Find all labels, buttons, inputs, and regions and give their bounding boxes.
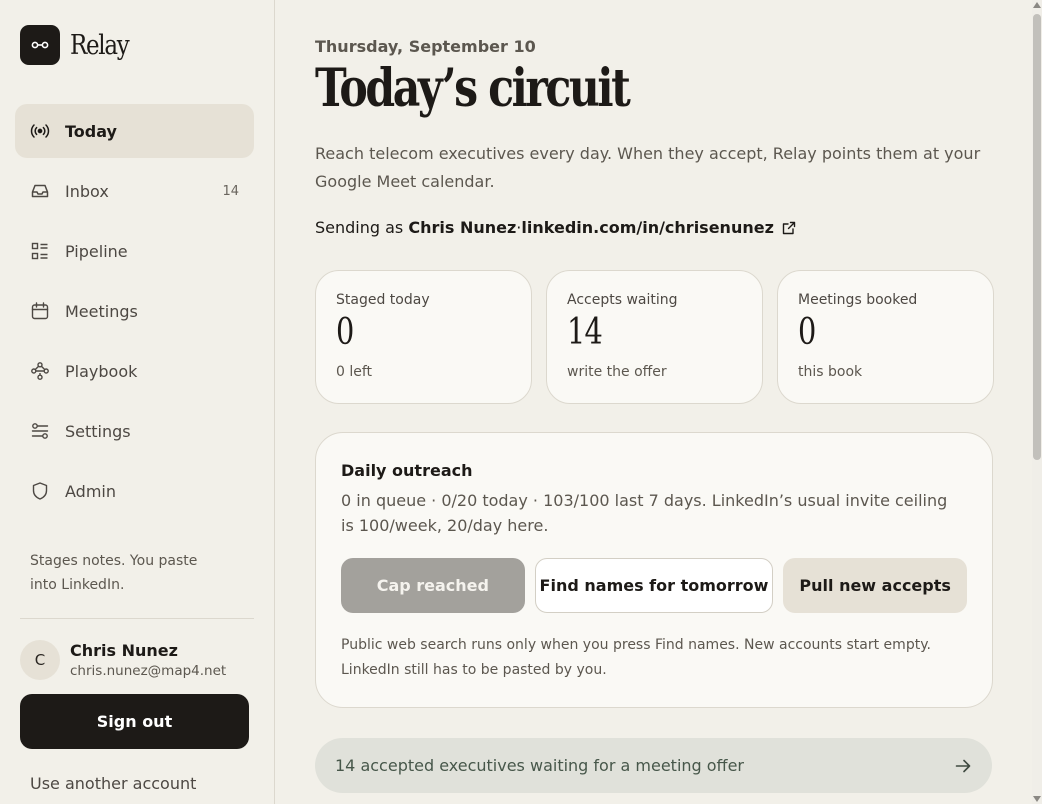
find-names-button[interactable]: Find names for tomorrow: [535, 558, 774, 613]
sidebar-item-label: Admin: [65, 481, 116, 501]
stat-card-meetings: [777, 270, 994, 404]
sending-as: [315, 218, 797, 237]
outreach-actions: [341, 558, 967, 613]
sidebar-item-label: Settings: [65, 421, 131, 441]
outreach-title: Daily outreach: [341, 461, 473, 480]
use-another-account-link[interactable]: Use another account: [30, 774, 197, 793]
pull-accepts-button[interactable]: Pull new accepts: [783, 558, 967, 613]
sidebar: [0, 0, 275, 804]
sidebar-item-today[interactable]: [15, 104, 254, 158]
stat-label: Meetings booked: [798, 292, 918, 308]
sign-out-button[interactable]: Sign out: [20, 694, 249, 749]
scroll-up-arrow-icon[interactable]: [1033, 2, 1041, 8]
outreach-description: 0 in queue · 0/20 today · 103/100 last 7 days. LinkedIn’s usual invite ceiling is 100/week, 20/day here.: [341, 491, 948, 535]
page-title: Today’s circuit: [315, 58, 629, 119]
user-email: chris.nunez@map4.net: [70, 663, 227, 679]
brand-name: Relay: [70, 29, 129, 61]
separator: ·: [516, 218, 522, 237]
inbox-icon: [30, 181, 50, 201]
sidebar-item-pipeline[interactable]: [15, 224, 254, 278]
sidebar-item-playbook[interactable]: [15, 344, 254, 398]
page-scrollbar[interactable]: [1032, 0, 1042, 804]
shield-icon: [30, 481, 50, 501]
sidebar-item-inbox[interactable]: [15, 164, 254, 218]
sidebar-item-meetings[interactable]: [15, 284, 254, 338]
calendar-icon: [30, 301, 50, 321]
outreach-note: Public web search runs only when you press Find names. New accounts start empty. LinkedIn still has to be pasted by you.: [341, 637, 931, 678]
pipeline-icon: [30, 241, 50, 261]
sidebar-item-admin[interactable]: [15, 464, 254, 518]
stat-value: 0: [336, 312, 354, 353]
stat-sub: this book: [798, 364, 863, 380]
inbox-count-badge: 14: [222, 183, 239, 199]
external-link-icon[interactable]: [781, 220, 797, 236]
stat-card-staged: [315, 270, 532, 404]
cap-reached-button[interactable]: Cap reached: [341, 558, 525, 613]
sending-prefix: Sending as: [315, 218, 404, 237]
link-icon: [20, 25, 60, 65]
sidebar-item-label: Today: [65, 121, 117, 141]
user-card: [20, 640, 226, 680]
workflow-icon: [30, 361, 50, 381]
sidebar-item-label: Pipeline: [65, 241, 128, 261]
page-subtitle: Reach telecom executives every day. When they accept, Relay points them at your Google Meet calendar.: [315, 144, 981, 191]
user-name: Chris Nunez: [70, 641, 178, 660]
sidebar-divider: [20, 618, 254, 619]
stat-label: Staged today: [336, 292, 430, 308]
scroll-thumb[interactable]: [1033, 14, 1041, 460]
stat-value: 0: [798, 312, 816, 353]
sidebar-note: Stages notes. You paste into LinkedIn.: [30, 553, 198, 593]
stat-value: 14: [567, 312, 603, 353]
scroll-down-arrow-icon[interactable]: [1033, 796, 1041, 802]
sidebar-item-settings[interactable]: [15, 404, 254, 458]
sliders-icon: [30, 421, 50, 441]
broadcast-icon: [30, 121, 50, 141]
sidebar-item-label: Playbook: [65, 361, 138, 381]
sidebar-item-label: Meetings: [65, 301, 138, 321]
sidebar-item-label: Inbox: [65, 181, 109, 201]
stat-card-accepts: [546, 270, 763, 404]
stat-sub: write the offer: [567, 364, 667, 380]
current-date: Thursday, September 10: [315, 37, 536, 56]
brand[interactable]: [20, 25, 139, 65]
daily-outreach-card: [315, 432, 993, 708]
banner-text: 14 accepted executives waiting for a meeting offer: [335, 756, 744, 775]
sender-name: Chris Nunez: [408, 218, 517, 237]
accepted-waiting-banner[interactable]: [315, 738, 992, 793]
stats-row: [315, 270, 995, 404]
avatar: C: [20, 640, 60, 680]
stat-sub: 0 left: [336, 364, 373, 380]
main-nav: [15, 104, 254, 524]
arrow-right-icon: [954, 757, 972, 775]
linkedin-profile-link[interactable]: linkedin.com/in/chrisenunez: [521, 218, 774, 237]
stat-label: Accepts waiting: [567, 292, 678, 308]
